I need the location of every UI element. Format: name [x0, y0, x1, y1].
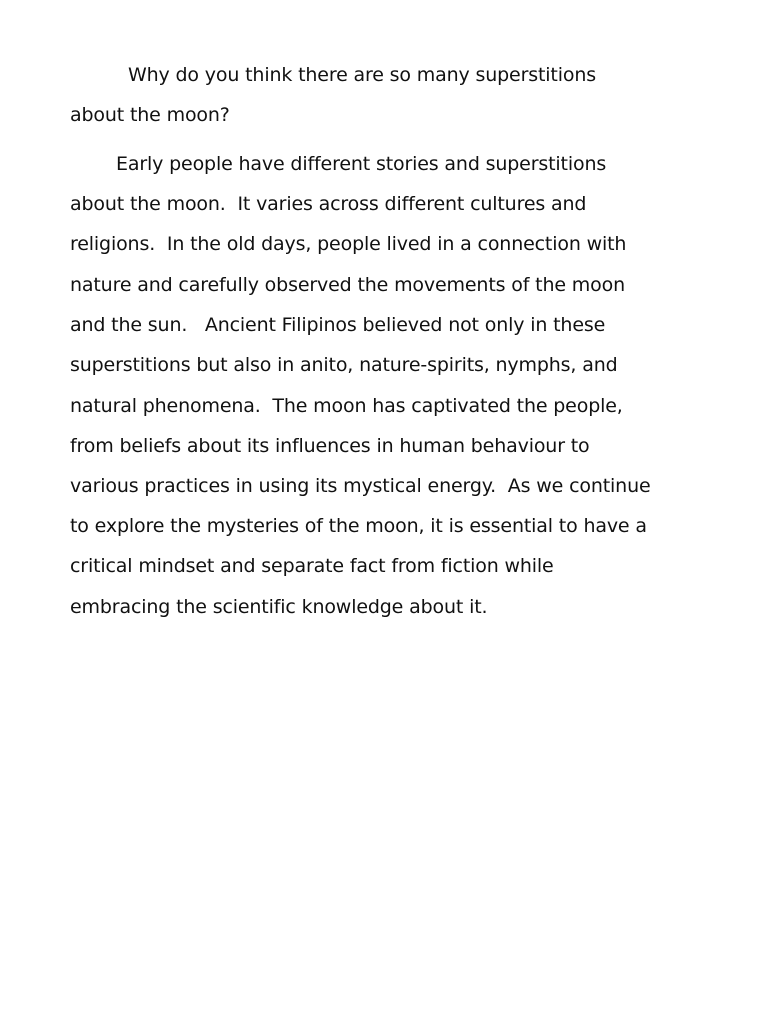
- answer-line: and the sun. Ancient Filipinos believed not only in these: [70, 314, 606, 336]
- answer-line: various practices in using its mystical energy. As we continue: [70, 475, 651, 497]
- answer-line: natural phenomena. The moon has captivated the people,: [70, 395, 623, 417]
- answer-line: nature and carefully observed the movements of the moon: [70, 274, 625, 296]
- answer-line: about the moon. It varies across different cultures and: [70, 193, 587, 215]
- answer-line: Early people have different stories and superstitions: [116, 153, 607, 175]
- answer-line: critical mindset and separate fact from fiction while: [70, 555, 554, 577]
- answer-line: superstitions but also in anito, nature-spirits, nymphs, and: [70, 354, 618, 376]
- answer-line: embracing the scientific knowledge about it.: [70, 596, 488, 618]
- question-line: Why do you think there are so many superstitions: [128, 64, 596, 86]
- question-line: about the moon?: [70, 104, 230, 126]
- answer-line: from beliefs about its influences in human behaviour to: [70, 435, 590, 457]
- answer-line: to explore the mysteries of the moon, it is essential to have a: [70, 515, 647, 537]
- answer-line: religions. In the old days, people lived in a connection with: [70, 233, 627, 255]
